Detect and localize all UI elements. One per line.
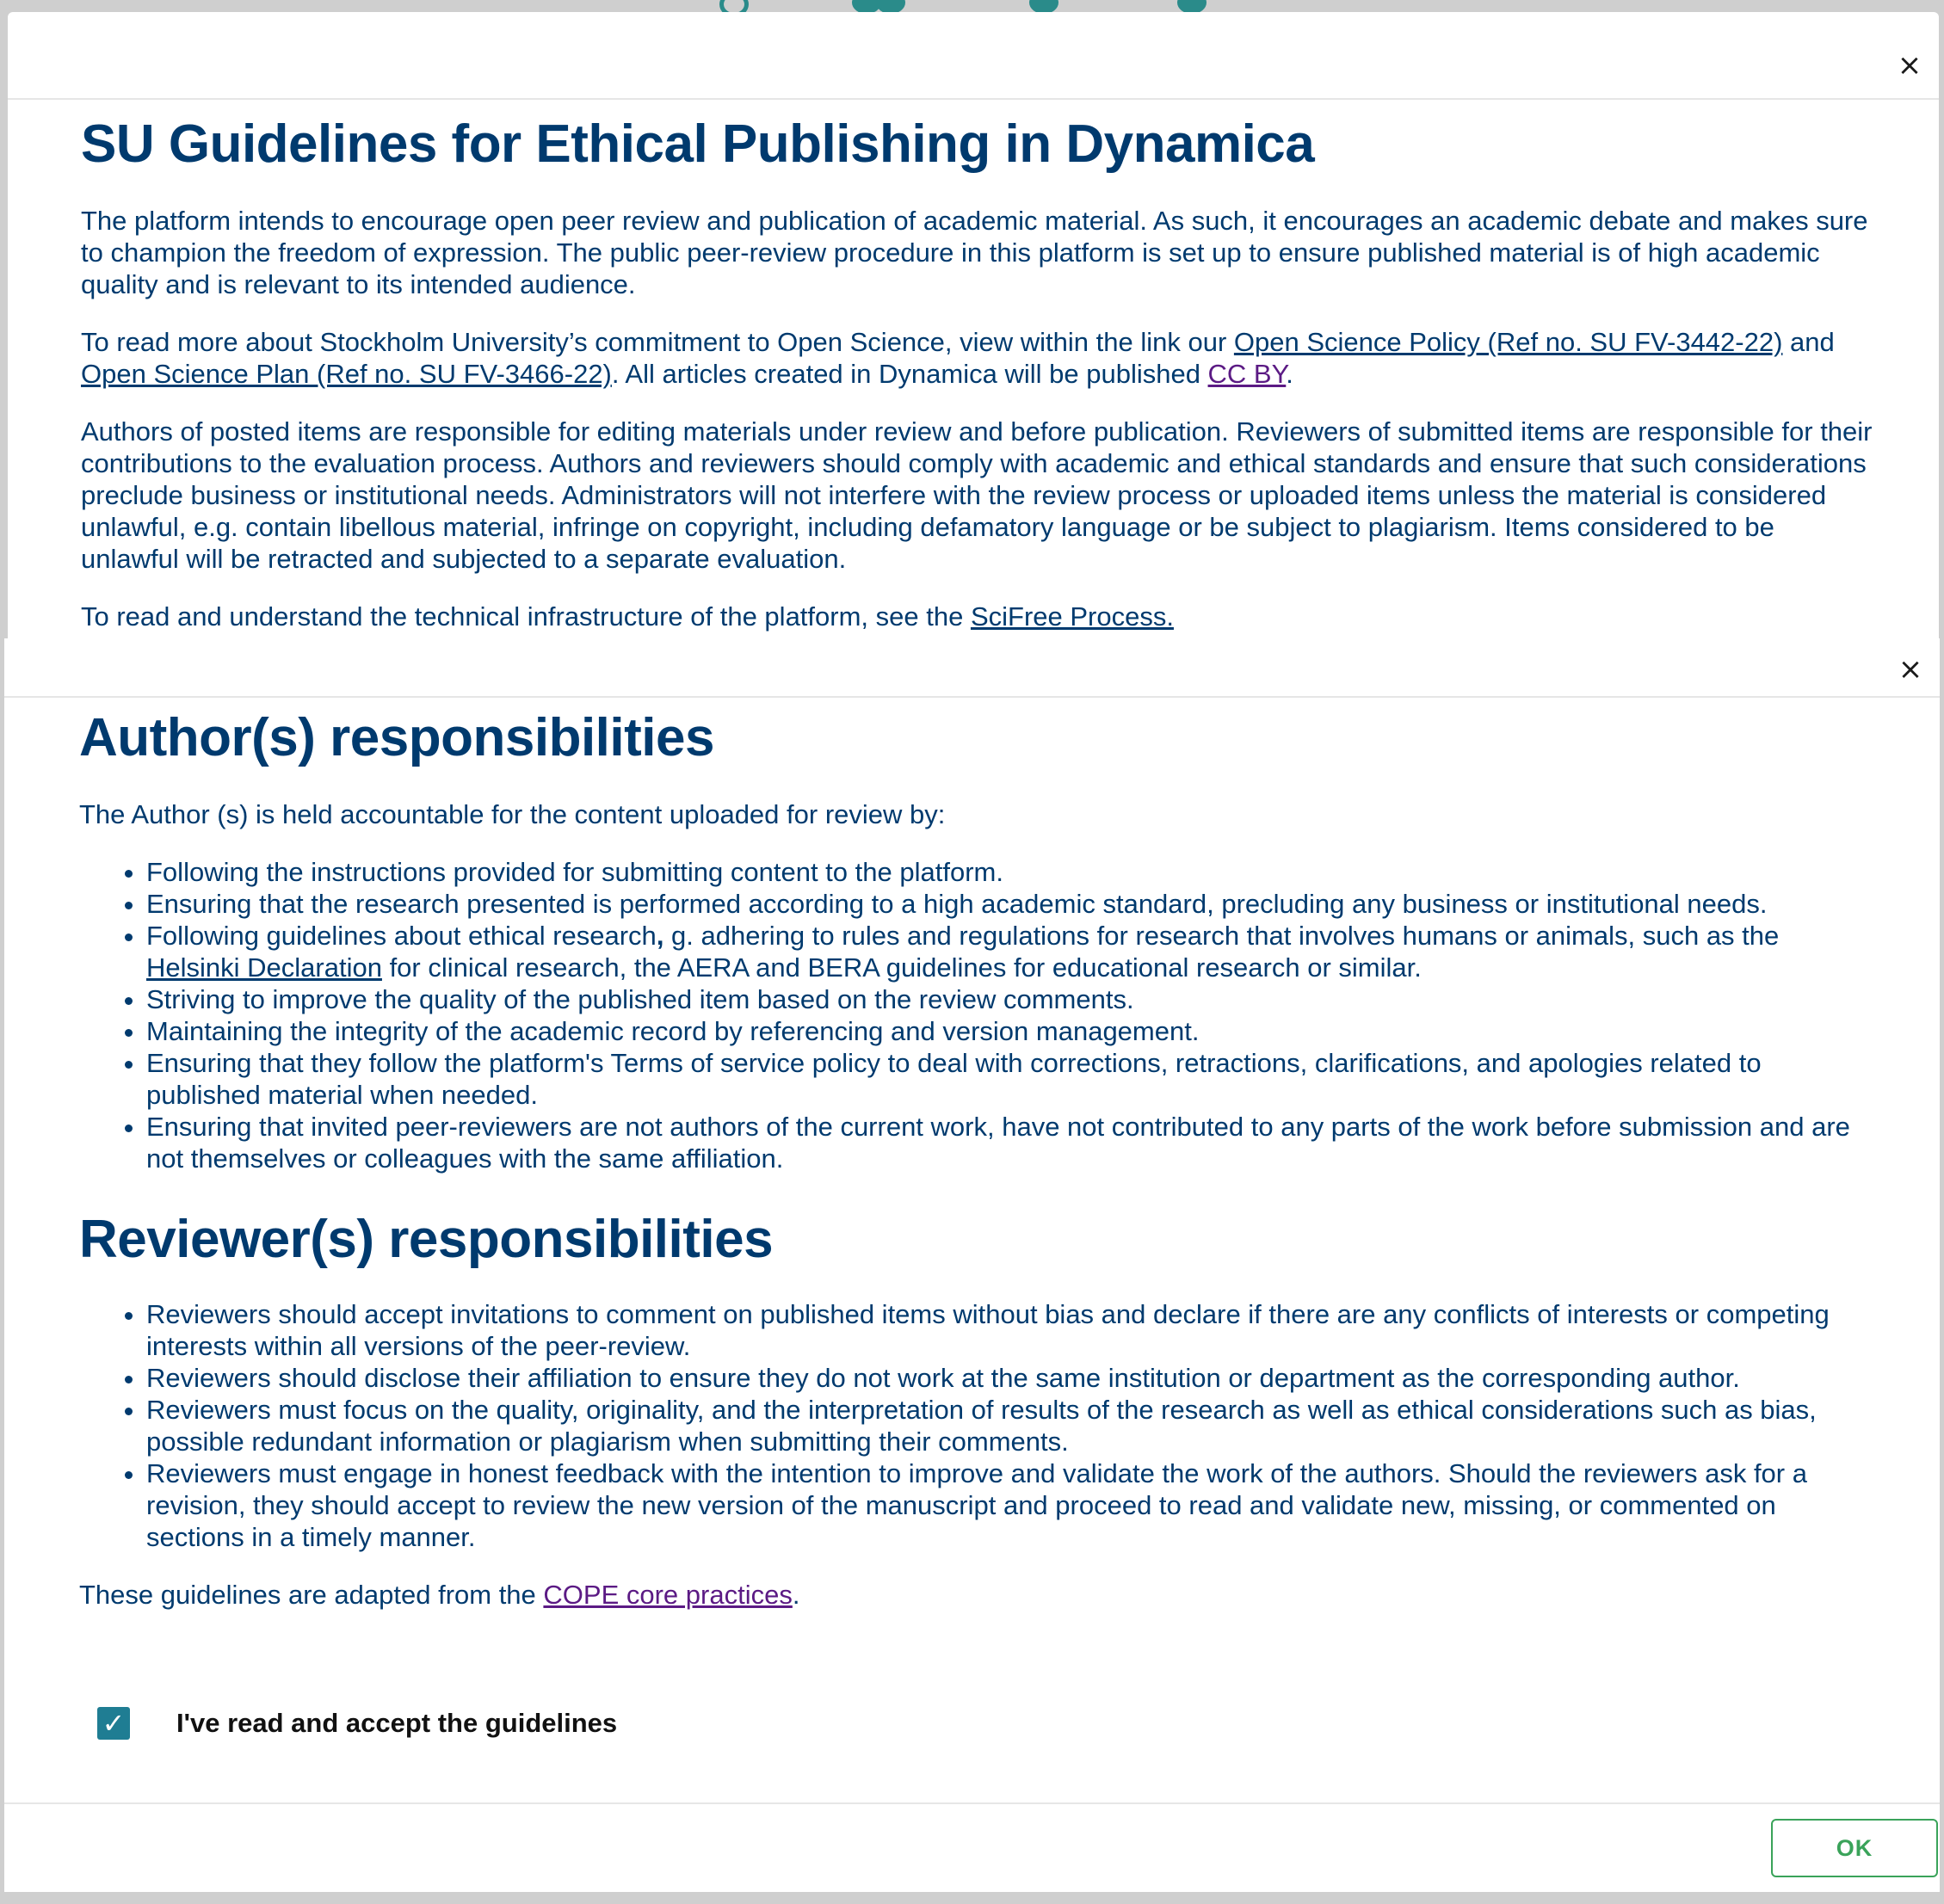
responsibilities-paragraph: Authors of posted items are responsible for editing materials under review and before publication. Reviewers of submitted items are responsible for their contributions to the evaluation process. Authors and reviewers should comply with academic and ethical standards and ensure that such considerations preclude business or institutional needs. Administrators will not interfere with the review process or uploaded items unless the material is considered unlawful, e.g. contain libellous material, infringe on copyright, including defamatory language or be subject to plagiarism. Items considered to be unlawful will be retracted and subjected to a separate evaluation. xyxy=(81,416,1873,574)
intro-paragraph: The platform intends to encourage open peer review and publication of academic material. As such, it encourages an academic debate and makes sure to champion the freedom of expression. The public peer-review procedure in this platform is set up to ensure published material is of high academic quality and is relevant to its intended audience. xyxy=(81,206,1868,299)
check-icon: ✓ xyxy=(102,1707,126,1740)
open-science-plan-link[interactable]: Open Science Plan (Ref no. SU FV-3466-22) xyxy=(81,359,612,389)
cope-note: These guidelines are adapted from the COPE core practices. xyxy=(79,1580,800,1610)
accept-guidelines-row[interactable] xyxy=(97,1706,617,1741)
list-item: • Reviewers should accept invitations to comment on published items without bias and declare if there are any conflicts of interests or competing interests within all versions of the peer-review. xyxy=(146,1298,1878,1362)
responsibilities-content xyxy=(79,706,1878,1611)
infrastructure-paragraph: To read and understand the technical infrastructure of the platform, see the SciFree Process. xyxy=(81,601,1174,632)
background-app-icons xyxy=(0,0,1944,12)
modal-header xyxy=(8,12,1939,100)
close-icon[interactable]: × xyxy=(1897,48,1922,83)
author-responsibilities-list xyxy=(79,856,1878,1174)
accept-guidelines-checkbox[interactable] xyxy=(97,1707,130,1740)
responsibilities-modal xyxy=(4,638,1940,1892)
open-science-paragraph: To read more about Stockholm University’s commitment to Open Science, view within the link our Open Science Policy (Ref no. SU FV-3442-22) and Open Science Plan (Ref no. SU FV-3466-22). All articles created in Dynamica will be published CC BY. xyxy=(81,327,1835,389)
modal-header-2 xyxy=(4,638,1940,698)
author-responsibilities-heading: Author(s) responsibilities xyxy=(79,708,714,767)
helsinki-declaration-link[interactable]: Helsinki Declaration xyxy=(146,952,382,983)
cc-by-link[interactable]: CC BY xyxy=(1207,359,1287,389)
close-icon-2[interactable]: × xyxy=(1898,652,1923,687)
page-title: SU Guidelines for Ethical Publishing in Dynamica xyxy=(81,114,1315,174)
list-item: • Following guidelines about ethical research, g. adhering to rules and regulations for research that involves humans or animals, such as the Helsinki Declaration for clinical research, the AERA and BERA guidelines for educational research or similar. xyxy=(146,920,1878,983)
open-science-policy-link[interactable]: Open Science Policy (Ref no. SU FV-3442-22) xyxy=(1233,327,1783,357)
ok-button[interactable]: OK xyxy=(1771,1819,1938,1877)
scifree-process-link[interactable]: SciFree Process. xyxy=(970,601,1174,632)
list-item: • Ensuring that they follow the platform's Terms of service policy to deal with corrections, retractions, clarifications, and apologies related to published material when needed. xyxy=(146,1047,1878,1111)
list-item: • Reviewers must focus on the quality, originality, and the interpretation of results of the research as well as ethical considerations such as bias, possible redundant information or plagiarism when submitting their comments. xyxy=(146,1394,1878,1457)
author-lead-text: The Author (s) is held accountable for the content uploaded for review by: xyxy=(79,799,946,829)
list-item: • Maintaining the integrity of the academic record by referencing and version management. xyxy=(146,1015,1878,1047)
list-item: • Striving to improve the quality of the published item based on the review comments. xyxy=(146,983,1878,1015)
guidelines-content xyxy=(81,112,1879,632)
list-item: • Ensuring that invited peer-reviewers are not authors of the current work, have not contributed to any parts of the work before submission and are not themselves or colleagues with the same affiliation. xyxy=(146,1111,1878,1174)
list-item: • Following the instructions provided for submitting content to the platform. xyxy=(146,856,1878,888)
cope-core-practices-link[interactable]: COPE core practices xyxy=(543,1580,793,1610)
reviewer-responsibilities-heading: Reviewer(s) responsibilities xyxy=(79,1210,774,1269)
guidelines-modal xyxy=(8,12,1939,649)
modal-footer xyxy=(4,1802,1940,1894)
list-item: • Reviewers should disclose their affiliation to ensure they do not work at the same institution or department as the corresponding author. xyxy=(146,1362,1878,1394)
reviewer-responsibilities-list xyxy=(79,1298,1878,1553)
list-item: • Reviewers must engage in honest feedback with the intention to improve and validate the work of the authors. Should the reviewers ask for a revision, they should accept to review the new version of the manuscript and proceed to read and validate new, missing, or commented on sections in a timely manner. xyxy=(146,1457,1878,1553)
accept-guidelines-label[interactable]: I've read and accept the guidelines xyxy=(176,1708,618,1738)
list-item: • Ensuring that the research presented is performed according to a high academic standard, precluding any business or institutional needs. xyxy=(146,888,1878,920)
